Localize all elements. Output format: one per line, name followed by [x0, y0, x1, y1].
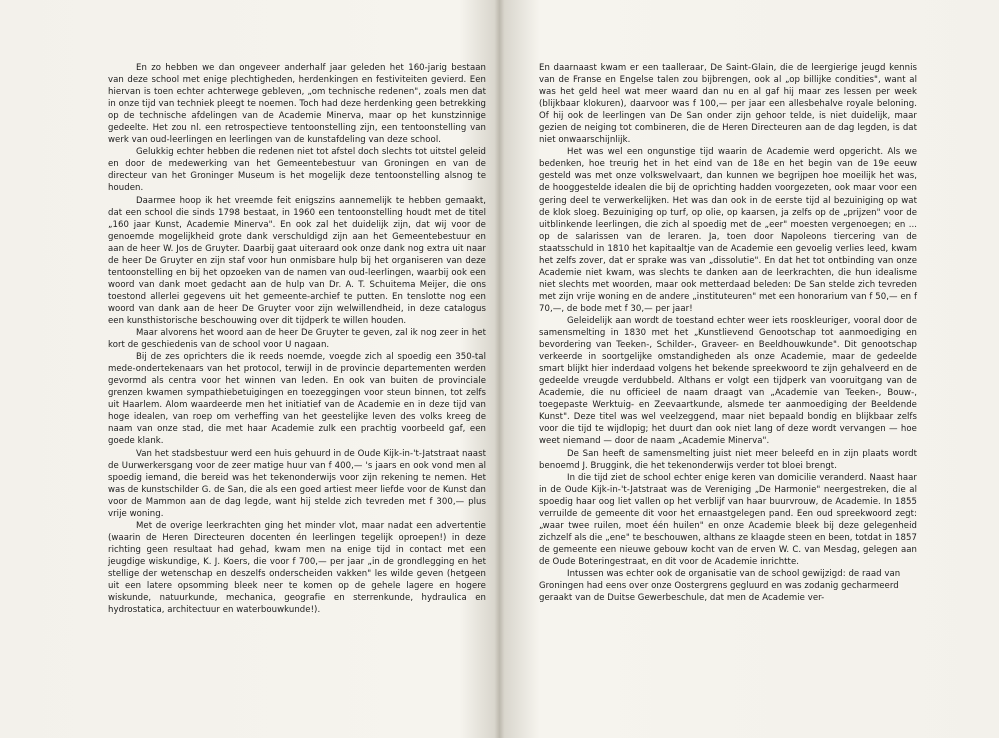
right-page — [539, 62, 917, 604]
paragraph: En zo hebben we dan ongeveer anderhalf jaar geleden het 160-jarig bestaan van deze school met enige plechtigheden, herdenkingen en festiviteiten gevierd. Een hiervan is toen echter achterwege gebleven, „om technische redenen", zoals men dat in onze tijd van techniek pleegt te noemen. Toch had deze herdenking geen betrekking op de technische afdelingen van de Academie Minerva, maar op het kunstzinnige gedeelte. Het zou nl. een retrospectieve tentoonstelling zijn, een tentoonstelling van werk van oud-leerlingen en leerlingen van de kunstafdeling van deze school. — [108, 63, 487, 146]
paragraph: Van het stadsbestuur werd een huis gehuurd in de Oude Kijk-in-'t-Jatstraat naast de Uurwerkersgang voor de zeer matige huur van f 400,— 's jaars en ook vond men al spoedig iemand, die bereid was het tekenonderwijs voor zijn rekening te nemen. Het was de kunstschilder G. de San, die als een goed artiest meer liefde voor de Kunst dan voor de Mammon aan de dag legde, want hij stelde zich tevreden met f 300,— plus vrije woning. — [108, 448, 486, 519]
paragraph: Maar alvorens het woord aan de heer De Gruyter te geven, zal ik nog zeer in het kort de geschiedenis van de school voor U nagaan. — [108, 328, 486, 351]
left-page — [108, 62, 486, 616]
paragraph: Het was wel een ongunstige tijd waarin de Academie werd opgericht. Als we bedenken, hoe treurig het in het eind van de 18e en het begin van de 19e eeuw gesteld was met onze volkswelvaart, dan kunnen we begrijpen hoe moeilijk het was, de hooggestelde idealen die bij de oprichting hadden voorgezeten, ook maar voor een gering deel te verwerkelijken. Het was dan ook in de eerste tijd al bezuiniging op wat de klok sloeg. Bezuiniging op turf, op olie, op kaarsen, ja zelfs op de „prijzen" voor de uitblinkende leerlingen, die zich al spoedig met de „eer" moesten vergenoegen; en ... op de salarissen van de leraren. Ja, toen door Napoleons tiercering van de staatsschuld in 1810 het kapitaaltje van de Academie een gevoelig verlies leed, kwam het zelfs zover, dat er sprake was van „dissolutie". En dat het tot ontbinding van onze Academie niet kwam, was slechts te danken aan de leerkrachten, die hun idealisme niet slechts met woorden, maar ook metterdaad beleden: De San stelde zich tevreden met zijn vrije woning en de andere „instituteuren" met een honorarium van f 50,— en f 70,—, de bode met f 30,— per jaar! — [539, 147, 917, 314]
paragraph: Daarmee hoop ik het vreemde feit enigszins aannemelijk te hebben gemaakt, dat een school die sinds 1798 bestaat, in 1960 een tentoonstelling houdt met de titel „160 jaar Kunst, Academie Minerva". En ook zal het duidelijk zijn, dat wij voor de genoemde mogelijkheid grote dank verschuldigd zijn aan het Gemeentebestuur en aan de heer W. Jos de Gruyter. Daarbij gaat uiteraard ook onze dank nog extra uit naar de heer De Gruyter en zijn staf voor hun onmisbare hulp bij het organiseren van deze tentoonstelling en bij het opzoeken van de namen van oud-leerlingen, waarbij ook een woord van dank moet gedacht aan de hulp van Dr. A. T. Schuitema Meijer, die ons toestond allerlei gegevens uit het gemeente-archief te putten. En tenslotte nog een woord van dank aan de heer De Gruyter voor zijn welwillendheid, in deze catalogus een kunsthistorische beschouwing over dit tijdperk te willen houden. — [108, 195, 486, 326]
paragraph: Intussen was echter ook de organisatie van de school gewijzigd: de raad van Groningen had eens over onze Oostergrens gegluurd en was zodanig gecharmeerd geraakt van de Duitse Gewerbeschule, dat men de Academie ver- — [539, 568, 901, 604]
paragraph: En daarnaast kwam er een taalleraar, De Saint-Glain, die de leergierige jeugd kennis van de Franse en Engelse talen zou bijbrengen, ook al „op billijke condities", want al was het geld heel wat meer waard dan nu en al gaf hij maar zes lessen per week (blijkbaar klokuren), daarvoor was f 100,— per jaar een allesbehalve royale beloning. Of hij ook de leerlingen van De San onder zijn gehoor telde, is niet duidelijk, maar gezien de neiging tot combineren, die de Heren Directeuren aan de dag legden, is dat niet onwaarschijnlijk. — [539, 63, 917, 146]
paragraph: De San heeft de samensmelting juist niet meer beleefd en in zijn plaats wordt benoemd J. Bruggink, die het tekenonderwijs verder tot bloei brengt. — [539, 448, 917, 471]
paragraph: Geleidelijk aan wordt de toestand echter weer iets rooskleuriger, vooral door de samensmelting in 1830 met het „Kunstlievend Genootschap tot aanmoediging en bevordering van Teeken-, Schilder-, Graveer- en Beeldhouwkunde". Dit genootschap verkeerde in soortgelijke omstandigheden als onze Academie, maar de gedeelde smart blijkt hier inderdaad volgens het bekende spreekwoord te zijn gehalveerd en de gedeelde vreugde verdubbeld. Althans er volgt een tijdperk van vooruitgang van de Academie, die nu officieel de naam draagt van „Academie van Teeken-, Bouw-, toegepaste Werktuig- en Zeevaartkunde, alsmede ter aanmoediging der Beeldende Kunst". Deze titel was wel veelzeggend, maar niet bepaald bondig en blijkbaar zelfs voor die tijd te wijdlopig; het duurt dan ook niet lang of deze wordt vervangen — hoe weet niemand — door de naam „Academie Minerva". — [539, 315, 917, 447]
paragraph: Gelukkig echter hebben die redenen niet tot afstel doch slechts tot uitstel geleid en door de medewerking van het Gemeentebestuur van Groningen en van de directeur van het Groninger Museum is het mogelijk deze tentoonstelling alsnog te houden. — [108, 147, 486, 194]
paragraph: Bij de zes oprichters die ik reeds noemde, voegde zich al spoedig een 350-tal mede-ondertekenaars van het protocol, terwijl in de provincie departementen werden gevormd als centra voor het winnen van leden. En ook van buiten de provinciale grenzen kwamen sympathiebetuigingen en toezeggingen voor steun binnen, tot zelfs uit Haarlem. Alom waardeerde men het initiatief van de Academie en in deze tijd van hoge idealen, van roep om verheffing van het geestelijke leven des volks kreeg de naam van onze stad, die met haar Academie zulk een prachtig voorbeeld gaf, een goede klank. — [108, 352, 486, 447]
paragraph: In die tijd ziet de school echter enige keren van domicilie veranderd. Naast haar in de Oude Kijk-in-'t-Jatstraat was de Vereniging „De Harmonie" neergestreken, die al spoedig haar oog liet vallen op het verblijf van haar buurvrouw, de Academie. In 1855 verruilde de gemeente dit voor het ernaastgelegen pand. Een oud spreekwoord zegt: „waar twee ruilen, moet één huilen" en onze Academie bleek bij deze gelegenheid zichzelf als die „ene" te beschouwen, althans ze klaagde steen en been, totdat in 1857 de gemeente een nieuwe gebouw kocht van de erven W. C. van Mesdag, gelegen aan de Oude Boteringestraat, en dit voor de Academie inrichtte. — [539, 472, 917, 567]
paragraph: Met de overige leerkrachten ging het minder vlot, maar nadat een advertentie (waarin de Heren Directeuren docenten én leerlingen tegelijk oproepen!) in deze richting geen resultaat had gehad, kwam men na enige tijd in contact met een jeugdige wiskundige, K. J. Koers, die voor f 700,— per jaar „in de grondlegging en het stellige der wetenschap en deszelfs onderscheiden vakken" les wilde geven (hetgeen uit een latere opsomming bleek neer te komen op de gehele lagere en hogere wiskunde, natuurkunde, mechanica, geografie en sterrenkunde, hydraulica en hydrostatica, architectuur en waterbouwkunde!). — [108, 520, 486, 616]
